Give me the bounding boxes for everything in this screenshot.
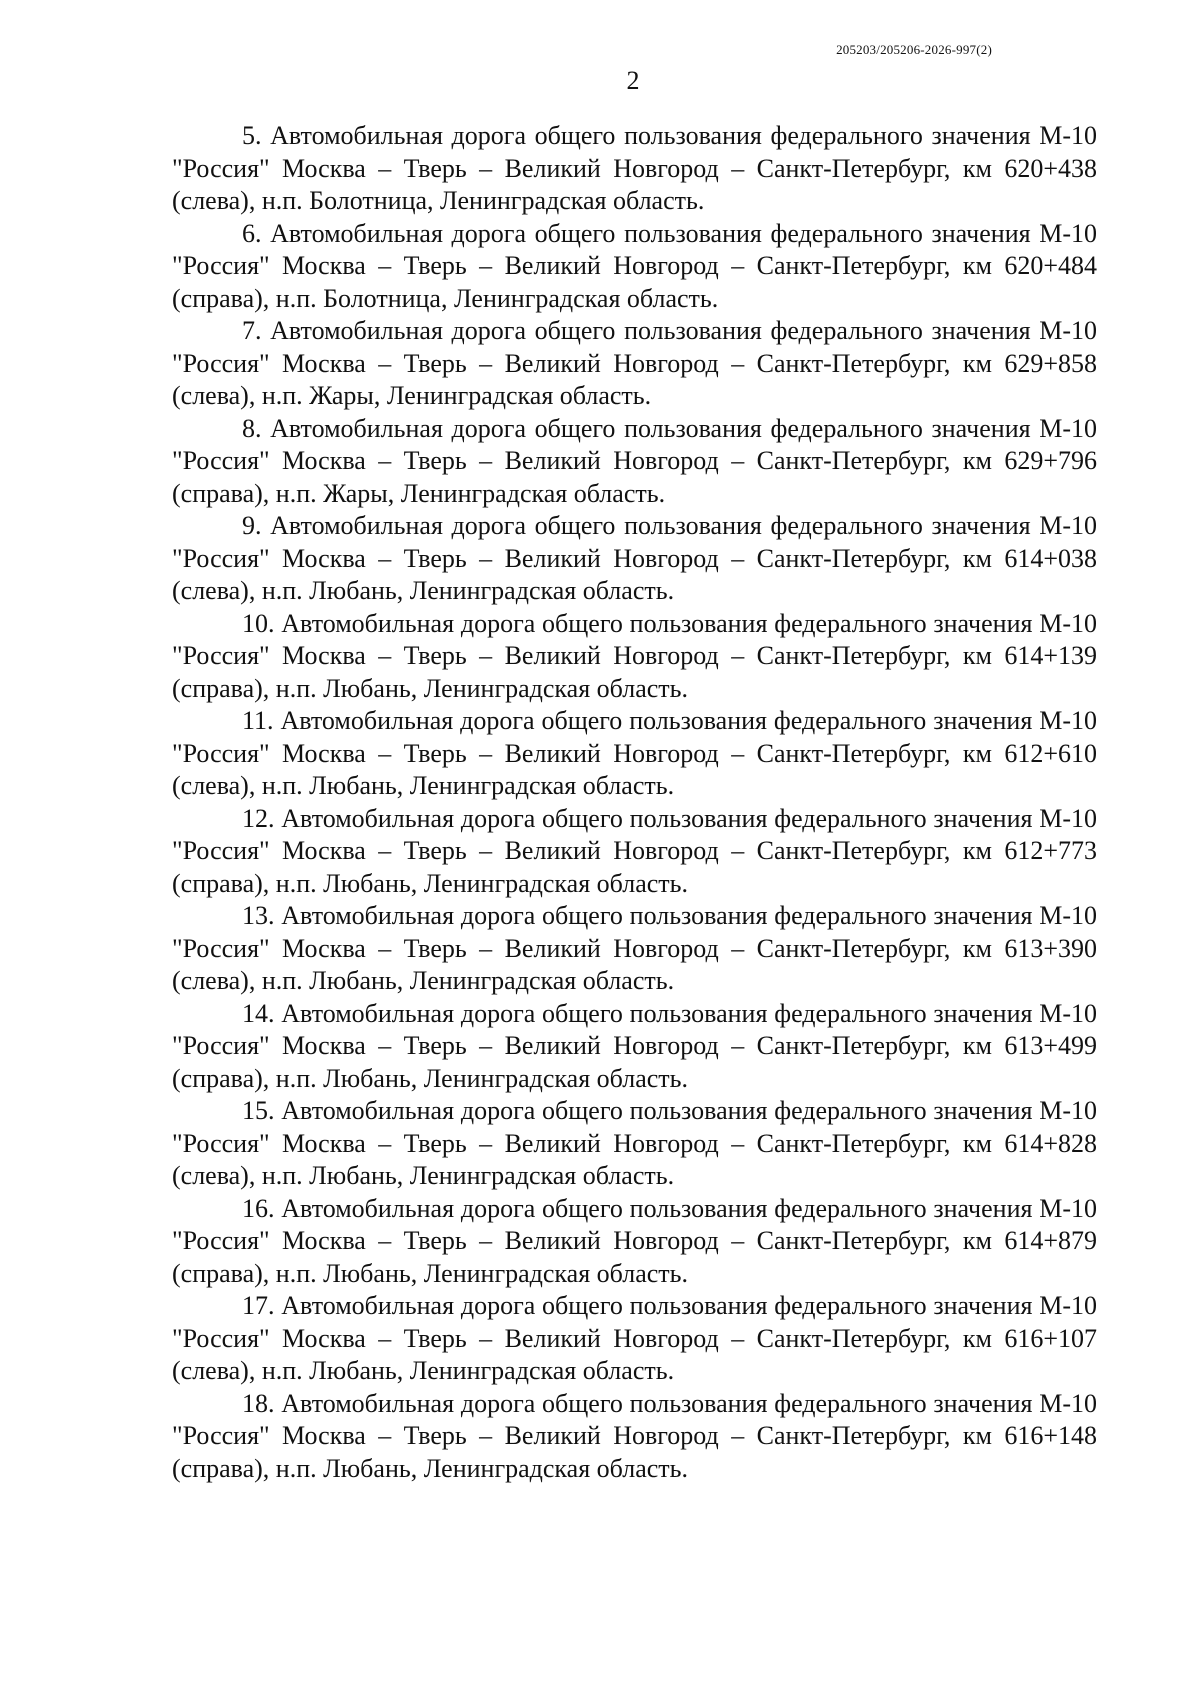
list-item: 9. Автомобильная дорога общего пользования федерального значения М-10 "Россия" Москва – Тверь – Великий Новгород – Санкт-Петербург, км 614+038 (слева), н.п. Любань, Ленинградская область. (172, 511, 1097, 605)
list-item: 15. Автомобильная дорога общего пользования федерального значения М-10 "Россия" Москва – Тверь – Великий Новгород – Санкт-Петербург, км 614+828 (слева), н.п. Любань, Ленинградская область. (172, 1096, 1097, 1190)
list-item: 18. Автомобильная дорога общего пользования федерального значения М-10 "Россия" Москва – Тверь – Великий Новгород – Санкт-Петербург, км 616+148 (справа), н.п. Любань, Ленинградская область. (172, 1388, 1097, 1483)
list-item: 8. Автомобильная дорога общего пользования федерального значения М-10 "Россия" Москва – Тверь – Великий Новгород – Санкт-Петербург, км 629+796 (справа), н.п. Жары, Ленинградская область. (172, 413, 1097, 508)
list-item: 12. Автомобильная дорога общего пользования федерального значения М-10 "Россия" Москва – Тверь – Великий Новгород – Санкт-Петербург, км 612+773 (справа), н.п. Любань, Ленинградская область. (172, 803, 1097, 898)
list-item: 11. Автомобильная дорога общего пользования федерального значения М-10 "Россия" Москва – Тверь – Великий Новгород – Санкт-Петербург, км 612+610 (слева), н.п. Любань, Ленинградская область. (172, 706, 1097, 800)
list-item: 7. Автомобильная дорога общего пользования федерального значения М-10 "Россия" Москва – Тверь – Великий Новгород – Санкт-Петербург, км 629+858 (слева), н.п. Жары, Ленинградская область. (172, 316, 1097, 410)
list-item: 14. Автомобильная дорога общего пользования федерального значения М-10 "Россия" Москва – Тверь – Великий Новгород – Санкт-Петербург, км 613+499 (справа), н.п. Любань, Ленинградская область. (172, 998, 1097, 1093)
list-item: 10. Автомобильная дорога общего пользования федерального значения М-10 "Россия" Москва – Тверь – Великий Новгород – Санкт-Петербург, км 614+139 (справа), н.п. Любань, Ленинградская область. (172, 608, 1097, 703)
list-item: 5. Автомобильная дорога общего пользования федерального значения М-10 "Россия" Москва – Тверь – Великий Новгород – Санкт-Петербург, км 620+438 (слева), н.п. Болотница, Ленинградская область. (172, 121, 1097, 215)
list-item: 6. Автомобильная дорога общего пользования федерального значения М-10 "Россия" Москва – Тверь – Великий Новгород – Санкт-Петербург, км 620+484 (справа), н.п. Болотница, Ленинградская область. (172, 218, 1097, 313)
document-body (172, 120, 1097, 1485)
document-code: 205203/205206-2026-997(2) (836, 42, 992, 57)
list-item: 13. Автомобильная дорога общего пользования федерального значения М-10 "Россия" Москва – Тверь – Великий Новгород – Санкт-Петербург, км 613+390 (слева), н.п. Любань, Ленинградская область. (172, 901, 1097, 995)
page-number: 2 (626, 66, 640, 95)
list-item: 17. Автомобильная дорога общего пользования федерального значения М-10 "Россия" Москва – Тверь – Великий Новгород – Санкт-Петербург, км 616+107 (слева), н.п. Любань, Ленинградская область. (172, 1291, 1097, 1385)
list-item: 16. Автомобильная дорога общего пользования федерального значения М-10 "Россия" Москва – Тверь – Великий Новгород – Санкт-Петербург, км 614+879 (справа), н.п. Любань, Ленинградская область. (172, 1193, 1097, 1288)
